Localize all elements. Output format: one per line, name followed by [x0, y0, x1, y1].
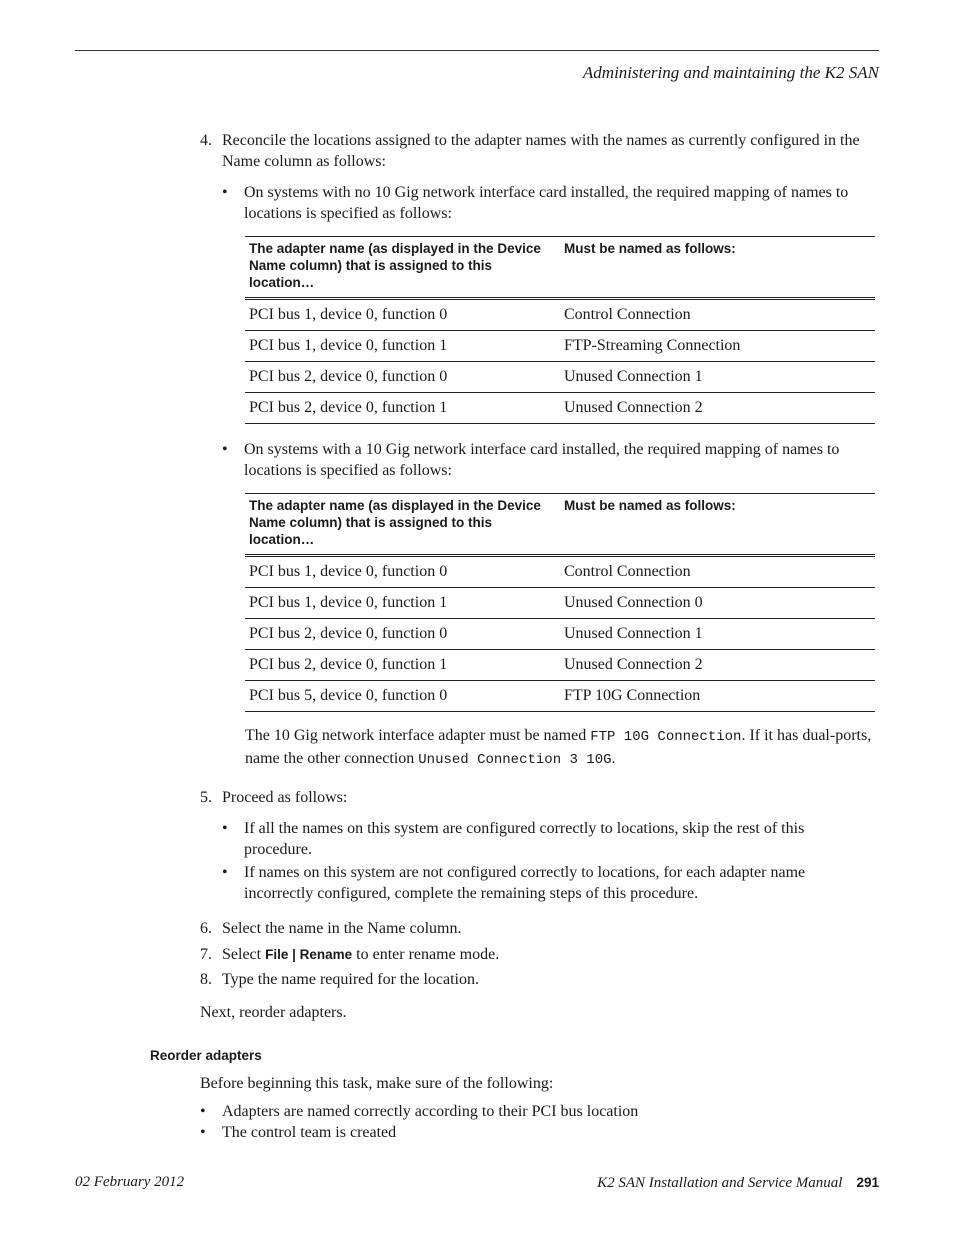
step-text: Proceed as follows: [222, 789, 348, 806]
table-row [245, 362, 875, 393]
table-cell: PCI bus 1, device 0, function 1 [245, 331, 560, 362]
step-text: Type the name required for the location. [222, 971, 479, 988]
step-text-post: to enter rename mode. [352, 946, 500, 963]
menu-path-file-rename: File | Rename [265, 947, 353, 962]
step-text: Reconcile the locations assigned to the adapter names with the names as currently configured in the Name column as follows: [222, 132, 860, 170]
table-cell: PCI bus 2, device 0, function 1 [245, 393, 560, 424]
header-rule [75, 50, 879, 51]
footer-date: 02 February 2012 [75, 1174, 185, 1190]
bullet-text: On systems with no 10 Gig network interface card installed, the required mapping of names to locations is specified as follows: [244, 184, 849, 222]
section-heading-reorder-adapters: Reorder adapters [150, 1048, 262, 1063]
table-cell: Unused Connection 0 [560, 588, 875, 619]
mapping-table-no-10g [245, 236, 875, 424]
column-header-name: Must be named as follows: [564, 241, 736, 256]
footer-manual-title: K2 SAN Installation and Service Manual [597, 1175, 843, 1191]
table-cell: FTP-Streaming Connection [560, 331, 875, 362]
table-header-row [245, 494, 875, 556]
note-text: . [611, 750, 616, 767]
table-row [245, 650, 875, 681]
table-cell: PCI bus 1, device 0, function 0 [245, 299, 560, 331]
column-header-adapter: The adapter name (as displayed in the Device Name column) that is assigned to this location… [249, 241, 541, 290]
list-item [222, 818, 875, 860]
table-cell: Control Connection [560, 299, 875, 331]
step-7 [200, 944, 875, 965]
bullet-icon: • [200, 1103, 206, 1120]
table-cell: Unused Connection 1 [560, 619, 875, 650]
step-text-pre: Select [222, 946, 266, 963]
step-text: Select the name in the Name column. [222, 920, 462, 937]
step-number: 5. [200, 789, 212, 806]
footer-right [597, 1172, 879, 1194]
step-number: 7. [200, 946, 212, 963]
list-item [222, 182, 875, 224]
step-4 [200, 130, 875, 172]
table-cell: PCI bus 2, device 0, function 1 [245, 650, 560, 681]
step-number: 8. [200, 971, 212, 988]
step-number: 6. [200, 920, 212, 937]
bullet-icon: • [222, 184, 228, 201]
bullet-icon: • [222, 864, 228, 881]
bullet-icon: • [222, 820, 228, 837]
table-row [245, 299, 875, 331]
bullet-text: If all the names on this system are configured correctly to locations, skip the rest of this procedure. [244, 820, 805, 858]
bullet-icon: • [222, 441, 228, 458]
table-cell: PCI bus 2, device 0, function 0 [245, 619, 560, 650]
note-text: . If it has dual-ports, name the other connection [245, 727, 872, 767]
note-text: The 10 Gig network interface adapter must be named [245, 727, 591, 744]
bullet-text: On systems with a 10 Gig network interface card installed, the required mapping of names to locations is specified as follows: [244, 441, 840, 479]
table-cell: Unused Connection 2 [560, 650, 875, 681]
step-number: 4. [200, 132, 212, 149]
list-item [222, 862, 875, 904]
column-header-adapter: The adapter name (as displayed in the Device Name column) that is assigned to this location… [249, 498, 541, 547]
table-cell: Unused Connection 2 [560, 393, 875, 424]
next-text: Next, reorder adapters. [200, 1004, 347, 1021]
list-item [222, 439, 875, 481]
column-header-name: Must be named as follows: [564, 498, 736, 513]
ten-gig-note [245, 725, 875, 771]
page-number: 291 [856, 1175, 879, 1190]
table-row [245, 331, 875, 362]
table-row [245, 619, 875, 650]
table-header-row [245, 237, 875, 299]
bullet-text: The control team is created [222, 1124, 397, 1141]
note-code-unused3: Unused Connection 3 10G [418, 752, 612, 768]
list-item [200, 1101, 875, 1122]
step-text [222, 944, 875, 965]
mapping-table-10g [245, 493, 875, 712]
table-row [245, 393, 875, 424]
running-header-title: Administering and maintaining the K2 SAN [582, 63, 879, 82]
step-5 [200, 787, 875, 808]
step-6 [200, 918, 875, 939]
table-row [245, 588, 875, 619]
table-cell: PCI bus 5, device 0, function 0 [245, 681, 560, 712]
table-row [245, 681, 875, 712]
note-code-ftp10g: FTP 10G Connection [590, 729, 742, 745]
bullet-icon: • [200, 1124, 206, 1141]
section-intro: Before beginning this task, make sure of the following: [200, 1075, 554, 1092]
table-cell: PCI bus 1, device 0, function 1 [245, 588, 560, 619]
table-cell: FTP 10G Connection [560, 681, 875, 712]
bullet-text: Adapters are named correctly according to their PCI bus location [222, 1103, 639, 1120]
table-cell: PCI bus 2, device 0, function 0 [245, 362, 560, 393]
table-cell: Unused Connection 1 [560, 362, 875, 393]
list-item [200, 1122, 875, 1143]
table-cell: Control Connection [560, 556, 875, 588]
bullet-text: If names on this system are not configured correctly to locations, for each adapter name incorrectly configured, complete the remaining steps of this procedure. [244, 864, 806, 902]
table-cell: PCI bus 1, device 0, function 0 [245, 556, 560, 588]
table-row [245, 556, 875, 588]
step-8 [200, 969, 875, 990]
